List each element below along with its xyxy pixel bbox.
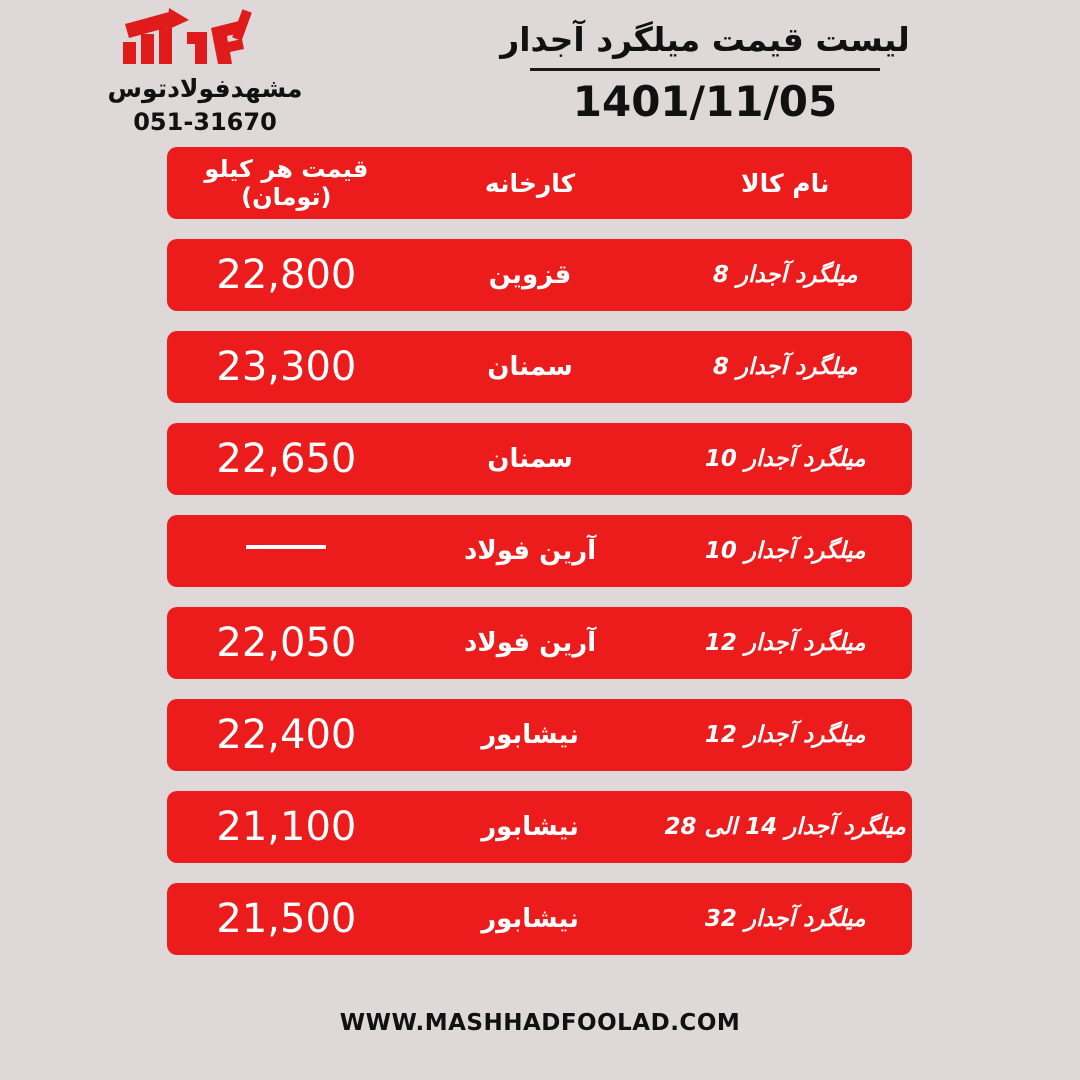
cell-product: میلگرد آجدار 32 <box>704 906 866 932</box>
table-row <box>167 239 912 311</box>
column-header-product: نام کالا <box>741 168 830 198</box>
cell-factory: نیشابور <box>481 720 579 750</box>
company-phone: 051-31670 <box>133 108 277 136</box>
cell-product: میلگرد آجدار 12 <box>704 722 866 748</box>
cell-factory: قزوین <box>488 260 572 290</box>
column-header-factory: کارخانه <box>484 168 576 198</box>
price-date: 1401/11/05 <box>572 77 838 126</box>
company-logo <box>90 6 320 136</box>
cell-price: 22,050 <box>216 620 357 666</box>
cell-product: میلگرد آجدار 10 <box>704 446 866 472</box>
steel-chart-logo-icon <box>115 6 295 68</box>
cell-product: میلگرد آجدار 12 <box>704 630 866 656</box>
cell-factory: آرین فولاد <box>463 628 597 658</box>
page-title: لیست قیمت میلگرد آجدار <box>500 20 910 59</box>
table-row <box>167 331 912 403</box>
table-row <box>167 515 912 587</box>
cell-price: 23,300 <box>216 344 357 390</box>
title-divider <box>530 68 880 71</box>
cell-product: میلگرد آجدار 14 الی 28 <box>664 814 906 840</box>
cell-factory: آرین فولاد <box>463 536 597 566</box>
table-row <box>167 699 912 771</box>
column-header-price: قیمت هر کیلو (تومان) <box>204 155 369 211</box>
cell-factory: سمنان <box>487 444 573 474</box>
header <box>0 0 1080 150</box>
footer <box>0 1010 1080 1036</box>
cell-price: 22,400 <box>216 712 357 758</box>
empty-price-dash-icon <box>246 545 326 549</box>
cell-product: میلگرد آجدار 8 <box>712 354 858 380</box>
website-url: WWW.MASHHADFOOLAD.COM <box>339 1010 741 1036</box>
cell-price-empty <box>167 528 406 574</box>
cell-factory: سمنان <box>487 352 573 382</box>
table-row <box>167 791 912 863</box>
title-block <box>495 18 915 131</box>
cell-product: میلگرد آجدار 10 <box>704 538 866 564</box>
cell-price: 22,650 <box>216 436 357 482</box>
price-table <box>167 147 912 975</box>
cell-price: 21,100 <box>216 804 357 850</box>
cell-price: 21,500 <box>216 896 357 942</box>
cell-product: میلگرد آجدار 8 <box>712 262 858 288</box>
company-name: مشهدفولادتوس <box>107 74 303 103</box>
table-header-row <box>167 147 912 219</box>
table-row <box>167 607 912 679</box>
cell-factory: نیشابور <box>481 812 579 842</box>
table-row <box>167 883 912 955</box>
cell-factory: نیشابور <box>481 904 579 934</box>
table-row <box>167 423 912 495</box>
cell-price: 22,800 <box>216 252 357 298</box>
